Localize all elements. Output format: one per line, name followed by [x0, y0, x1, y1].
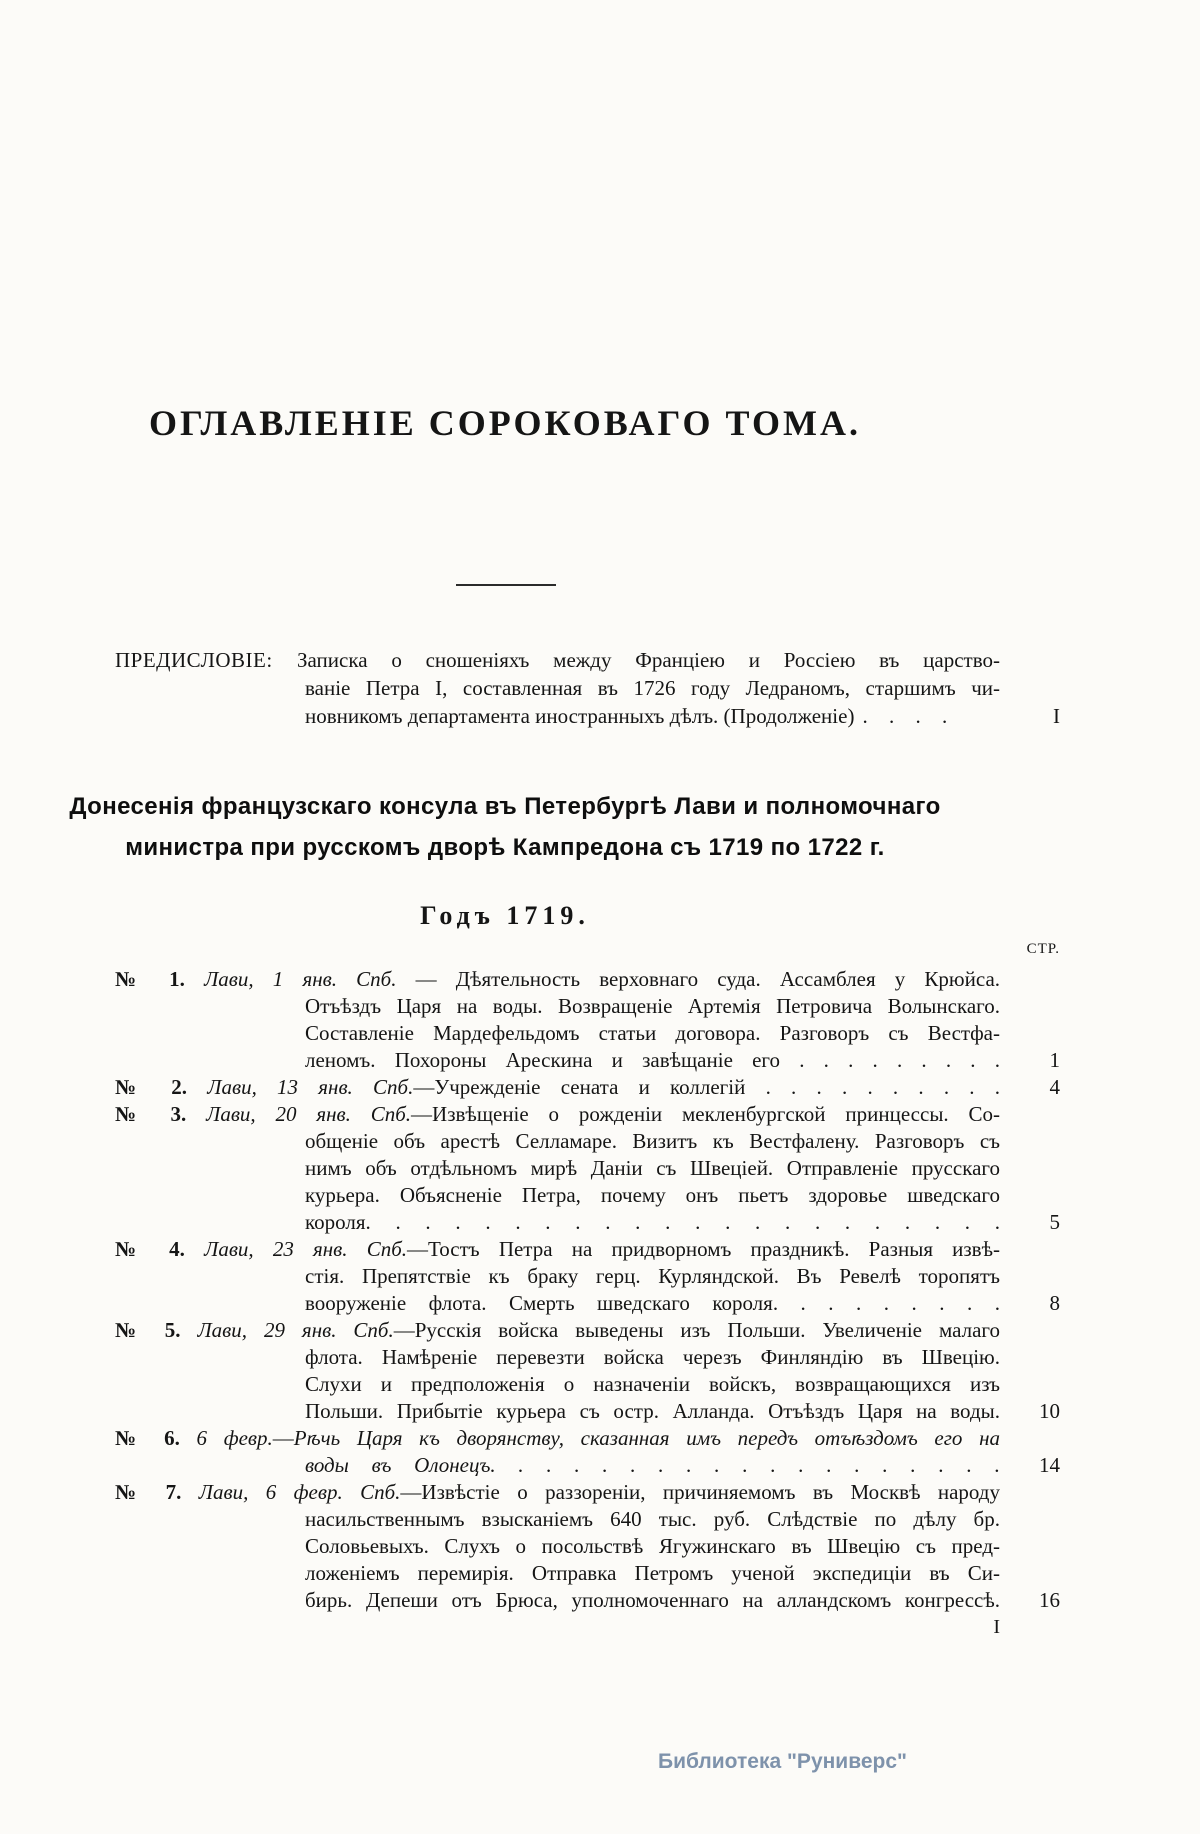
- entry-text: Рѣчь Царя къ дворянству, сказанная имъ передъ отъѣздомъ его на: [293, 1426, 1000, 1450]
- entry-number: № 6.: [115, 1426, 197, 1450]
- entry-dash: —: [407, 1237, 429, 1261]
- entry-number: № 5.: [115, 1318, 198, 1342]
- entry-line: [305, 1587, 1000, 1614]
- entry-page-number: 16: [1039, 1588, 1060, 1612]
- entry-number: № 3.: [115, 1102, 207, 1126]
- entry-line: [305, 1128, 1000, 1155]
- page-title: ОГЛАВЛЕНІЕ СОРОКОВАГО ТОМА.: [148, 403, 862, 443]
- preface-lines: [115, 646, 1000, 730]
- entry-dash: —: [400, 1480, 422, 1504]
- page-column-label: СТР.: [1026, 941, 1060, 957]
- entry-text: Составленіе Мардефельдомъ статьи договора. Разговоръ съ Вестфа-: [305, 1021, 1000, 1045]
- page-signature: I: [993, 1616, 1000, 1638]
- entry-text: ложеніемъ перемирія. Отправка Петромъ ученой экспедиціи въ Си-: [305, 1561, 1000, 1585]
- entry-dash: —: [413, 1075, 435, 1099]
- entry-text: леномъ. Похороны Арескина и завѣщаніе его . . . . . . . . .: [305, 1048, 1000, 1072]
- entry-number: № 1.: [115, 967, 205, 991]
- entry-page-number: 1: [1049, 1048, 1060, 1072]
- entries-list: [115, 966, 1060, 1614]
- entry-text: Извѣщеніе о рожденіи мекленбургской принцессы. Со-: [432, 1102, 1001, 1126]
- preface-line: ПРЕДИСЛОВІЕ: Записка о сношеніяхъ между Франціею и Россіею въ царство-: [115, 648, 1001, 672]
- entry-line: [305, 1155, 1000, 1182]
- section-header-line-1: Донесенія французскаго консула въ Петербургѣ Лави и полномочнаго: [69, 793, 941, 820]
- entry-line: [305, 1344, 1000, 1371]
- preface-label: ПРЕДИСЛОВІЕ:: [115, 648, 297, 672]
- entry-source: 6 февр.: [196, 1426, 273, 1450]
- entry-text: флота. Намѣреніе перевезти войска черезъ Финляндію въ Швецію.: [305, 1345, 1000, 1369]
- entry-source: Лави, 23 янв. Спб.: [204, 1237, 408, 1261]
- entry-text: стія. Препятствіе къ браку герц. Курляндской. Въ Ревелѣ торопятъ: [305, 1264, 1000, 1288]
- entry-line: [305, 1371, 1000, 1398]
- entry-text: Извѣстіе о раззореніи, причиняемомъ въ Москвѣ народу: [421, 1480, 1000, 1504]
- entry-text: воды въ Олонецъ. . . . . . . . . . . . . . . . . . .: [305, 1453, 1000, 1477]
- entry-dash: —: [272, 1426, 294, 1450]
- entry-text: общеніе объ арестѣ Селламаре. Визитъ къ Вестфалену. Разговоръ съ: [305, 1129, 1000, 1153]
- leader-dots: . . . .: [862, 704, 948, 728]
- entry-number: № 4.: [115, 1237, 205, 1261]
- entry-line: [115, 966, 1000, 993]
- section-header-line-2: министра при русскомъ дворѣ Кампредона съ 1719 по 1722 г.: [125, 834, 885, 861]
- toc-entry: [115, 966, 1060, 1074]
- entry-text: Польши. Прибытіе курьера съ остр. Алланда. Отъѣздъ Царя на воды.: [305, 1399, 1000, 1423]
- entry-text: насильственнымъ взысканіемъ 640 тыс. руб. Слѣдствіе по дѣлу бр.: [305, 1507, 1000, 1531]
- year-heading: Годъ 1719.: [420, 901, 590, 930]
- entry-source: Лави, 29 янв. Спб.: [197, 1318, 394, 1342]
- entry-line: [305, 1290, 1000, 1317]
- entry-dash: —: [411, 1102, 433, 1126]
- entry-source: Лави, 13 янв. Спб.: [207, 1075, 414, 1099]
- entry-dash: —: [393, 1318, 415, 1342]
- entry-line: [305, 1533, 1000, 1560]
- preface: [115, 646, 1060, 730]
- entry-source: Лави, 1 янв. Спб.: [204, 967, 397, 991]
- divider-rule: [456, 584, 556, 586]
- entry-source: Лави, 20 янв. Спб.: [206, 1102, 412, 1126]
- entry-line: [305, 1182, 1000, 1209]
- entry-line: [305, 1209, 1000, 1236]
- entry-text: Русскія войска выведены изъ Польши. Увеличеніе малаго: [414, 1318, 1000, 1342]
- entry-page-number: 4: [1049, 1075, 1060, 1099]
- toc-entry: [115, 1425, 1060, 1479]
- entry-line: [305, 1020, 1000, 1047]
- entry-line: [115, 1101, 1000, 1128]
- entry-line: [115, 1317, 1000, 1344]
- entry-text: Слухи и предположенія о назначеніи войскъ, возвращающихся изъ: [305, 1372, 1000, 1396]
- entry-line: [305, 1398, 1000, 1425]
- entry-text: Соловьевыхъ. Слухъ о посольствѣ Ягужинскаго въ Швецію съ пред-: [305, 1534, 1000, 1558]
- entry-page-number: 14: [1039, 1453, 1060, 1477]
- entry-text: нимъ объ отдѣльномъ мирѣ Даніи съ Швеціей. Отправленіе прусскаго: [305, 1156, 1000, 1180]
- entry-text: Дѣятельность верховнаго суда. Ассамблея у Крюйса.: [455, 967, 1001, 991]
- toc-entry: [115, 1479, 1060, 1614]
- entry-source: Лави, 6 февр. Спб.: [198, 1480, 401, 1504]
- toc-entry: [115, 1101, 1060, 1236]
- entry-line: [305, 1506, 1000, 1533]
- entry-line: [115, 1074, 1000, 1101]
- entry-line: [305, 1452, 1000, 1479]
- entry-number: № 7.: [115, 1480, 199, 1504]
- preface-page-number: I: [1053, 704, 1060, 728]
- section-header: [25, 786, 985, 868]
- entry-text: Тостъ Петра на придворномъ праздникѣ. Разныя извѣ-: [428, 1237, 1000, 1261]
- entry-text: курьера. Объясненіе Петра, почему онъ пьетъ здоровье шведскаго: [305, 1183, 1000, 1207]
- entry-text: короля. . . . . . . . . . . . . . . . . . . . . .: [305, 1210, 1000, 1234]
- preface-line: ваніе Петра I, составленная въ 1726 году Ледраномъ, старшимъ чи-: [305, 676, 1000, 700]
- entry-line: [115, 1479, 1000, 1506]
- entry-page-number: 5: [1049, 1210, 1060, 1234]
- toc-entry: [115, 1074, 1060, 1101]
- entry-line: [305, 993, 1000, 1020]
- entry-dash: —: [396, 967, 456, 991]
- entry-text: Отъѣздъ Царя на воды. Возвращеніе Артемія Петровича Волынскаго.: [305, 994, 1000, 1018]
- library-watermark: Библиотека "Руниверс": [657, 1750, 907, 1773]
- entry-page-number: 8: [1049, 1291, 1060, 1315]
- entry-text: вооруженіе флота. Смерть шведскаго короля. . . . . . . . .: [305, 1291, 1000, 1315]
- entry-text: Учрежденіе сената и коллегій . . . . . . . . . .: [434, 1075, 1001, 1099]
- entry-line: [115, 1425, 1000, 1452]
- entry-line: [305, 1560, 1000, 1587]
- entry-line: [305, 1047, 1000, 1074]
- preface-line: новникомъ департамента иностранныхъ дѣлъ. (Продолженіе) . . . .: [305, 704, 948, 728]
- entry-line: [305, 1263, 1000, 1290]
- entry-text: бирь. Депеши отъ Брюса, уполномоченнаго на алландскомъ конгрессѣ.: [305, 1588, 1000, 1612]
- entry-line: [115, 1236, 1000, 1263]
- toc-entry: [115, 1317, 1060, 1425]
- toc-entry: [115, 1236, 1060, 1317]
- entry-number: № 2.: [115, 1075, 208, 1099]
- entry-page-number: 10: [1039, 1399, 1060, 1423]
